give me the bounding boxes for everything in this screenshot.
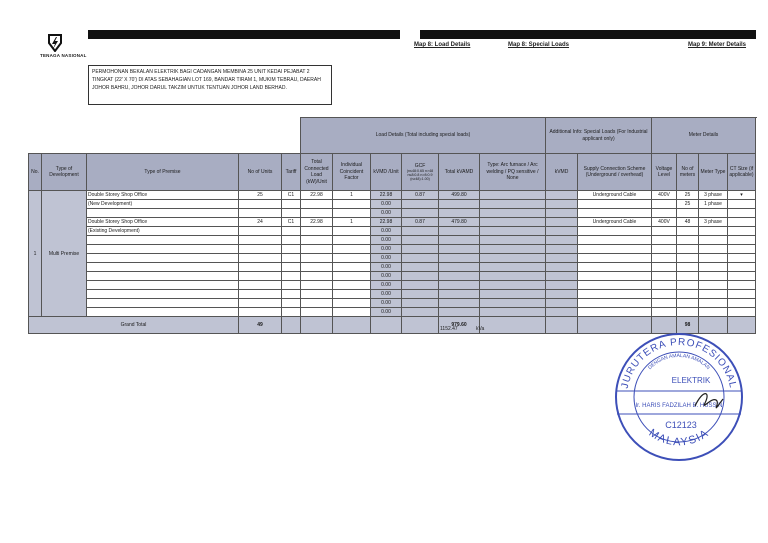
col-supply-scheme: Supply Connection Scheme (Underground / overhead) (578, 154, 652, 191)
cell-scheme[interactable] (578, 308, 652, 317)
grand-total-blank (546, 317, 578, 334)
cell-units[interactable] (239, 263, 282, 272)
cell-kvamd: 0.00 (371, 290, 402, 299)
cell-kvamd: 0.00 (371, 236, 402, 245)
cell-tariff[interactable] (282, 245, 301, 254)
cell-total (439, 263, 480, 272)
grand-total-blank (402, 317, 439, 334)
cell-premise[interactable] (87, 254, 239, 263)
cell-factor[interactable] (333, 290, 371, 299)
cell-kvamd: 22.98 (371, 191, 402, 200)
cell-tariff[interactable] (282, 200, 301, 209)
cell-units[interactable] (239, 236, 282, 245)
cell-load[interactable] (301, 236, 333, 245)
cell-meters[interactable]: 48 (677, 218, 699, 227)
cell-units[interactable]: 24 (239, 218, 282, 227)
cell-total (439, 200, 480, 209)
cell-units[interactable]: 25 (239, 191, 282, 200)
cell-gcf (402, 272, 439, 281)
cell-premise[interactable] (87, 281, 239, 290)
cell-load[interactable] (301, 263, 333, 272)
cell-special-type (480, 209, 546, 218)
cell-special-type (480, 290, 546, 299)
cell-meter-type[interactable] (699, 281, 728, 290)
cell-kvamd: 0.00 (371, 281, 402, 290)
table-row (29, 290, 756, 299)
grand-total-meters: 98 (677, 317, 699, 334)
cell-scheme[interactable]: Underground Cable (578, 218, 652, 227)
cell-scheme[interactable] (578, 209, 652, 218)
table-row (29, 227, 756, 236)
cell-gcf (402, 263, 439, 272)
grand-total-blank (371, 317, 402, 334)
cell-factor[interactable] (333, 200, 371, 209)
cell-kvamd: 0.00 (371, 308, 402, 317)
cell-scheme[interactable] (578, 254, 652, 263)
cell-tariff[interactable] (282, 299, 301, 308)
cell-voltage[interactable] (652, 281, 677, 290)
group-load-details: Load Details (Total including special loads) (301, 118, 546, 154)
cell-special-kvmd (546, 299, 578, 308)
grand-total-blank (480, 317, 546, 334)
cell-ct[interactable] (728, 245, 756, 254)
cell-voltage[interactable] (652, 245, 677, 254)
cell-ct[interactable] (728, 308, 756, 317)
cell-ct[interactable] (728, 200, 756, 209)
cell-voltage[interactable] (652, 299, 677, 308)
col-gcf-note: (n≤48:0.65 n>48 n≤8:0.8 n>8:0.9 (n≥48):1.00) (406, 169, 434, 182)
cell-premise[interactable] (87, 272, 239, 281)
project-description: PERMOHONAN BEKALAN ELEKTRIK BAGI CADANGAN MEMBINA 25 UNIT KEDAI PEJABAT 2 TINGKAT (22' X 70') DI ATAS SEBAHAGIAN LOT 169, BANDAR TIRAM 1, MUKIM TEBRAU, DAERAH JOHOR BAHRU, JOHOR DARUL TAKZIM UNTUK TENTUAN JOHOR LAND BERHAD. (88, 65, 332, 105)
col-ct-size: CT Size (if applicable) (728, 154, 756, 191)
cell-meter-type[interactable] (699, 299, 728, 308)
cell-total (439, 290, 480, 299)
cell-units[interactable] (239, 281, 282, 290)
cell-special-type (480, 299, 546, 308)
cell-units[interactable] (239, 209, 282, 218)
cell-total (439, 299, 480, 308)
cell-total (439, 209, 480, 218)
cell-factor[interactable] (333, 299, 371, 308)
cell-load[interactable] (301, 281, 333, 290)
cell-meter-type[interactable] (699, 290, 728, 299)
col-gcf (402, 154, 439, 191)
col-voltage: Voltage Level (652, 154, 677, 191)
table-row (29, 245, 756, 254)
cell-premise[interactable] (87, 299, 239, 308)
cell-voltage[interactable] (652, 200, 677, 209)
cell-scheme[interactable] (578, 263, 652, 272)
table-row (29, 263, 756, 272)
cell-special-type (480, 281, 546, 290)
cell-premise[interactable]: (New Development) (87, 200, 239, 209)
map-link-special-loads[interactable]: Map 8: Special Loads (508, 42, 570, 48)
logo-text: TENAGA NASIONAL (40, 53, 87, 58)
cell-special-type (480, 272, 546, 281)
cell-factor[interactable] (333, 272, 371, 281)
cell-special-kvmd (546, 227, 578, 236)
cell-tariff[interactable] (282, 209, 301, 218)
cell-special-type (480, 191, 546, 200)
cell-kvamd: 0.00 (371, 227, 402, 236)
cell-premise[interactable] (87, 209, 239, 218)
grand-total-blank (301, 317, 333, 334)
table-row (29, 308, 756, 317)
cell-special-kvmd (546, 254, 578, 263)
cell-units[interactable] (239, 272, 282, 281)
cell-tariff[interactable] (282, 236, 301, 245)
cell-factor[interactable] (333, 209, 371, 218)
cell-load[interactable]: 22.98 (301, 191, 333, 200)
col-meter-type: Meter Type (699, 154, 728, 191)
col-type-development: Type of Development (42, 154, 87, 191)
cell-special-kvmd (546, 263, 578, 272)
cell-units[interactable] (239, 308, 282, 317)
cell-voltage[interactable]: 400V (652, 191, 677, 200)
table-row (29, 299, 756, 308)
cell-total: 479.80 (439, 218, 480, 227)
cell-premise[interactable] (87, 245, 239, 254)
cell-special-type (480, 218, 546, 227)
cell-units[interactable] (239, 299, 282, 308)
cell-voltage[interactable]: 400V (652, 218, 677, 227)
cell-gcf (402, 308, 439, 317)
cell-meters[interactable]: 25 (677, 191, 699, 200)
cell-special-type (480, 227, 546, 236)
load-details-table (28, 117, 756, 334)
cell-voltage[interactable] (652, 272, 677, 281)
col-type-load: Type: Arc furnace / Arc welding / PQ sensitive / None (480, 154, 546, 191)
cell-ct[interactable] (728, 281, 756, 290)
cell-ct[interactable] (728, 236, 756, 245)
col-units: No of Units (239, 154, 282, 191)
col-no: No. (29, 154, 42, 191)
cell-voltage[interactable] (652, 263, 677, 272)
cell-voltage[interactable] (652, 227, 677, 236)
group-meter-details: Meter Details (652, 118, 756, 154)
map-link-load-details[interactable]: Map 8: Load Details (414, 42, 471, 48)
row-group-type: Multi Premise (42, 191, 87, 317)
cell-scheme[interactable] (578, 272, 652, 281)
cell-total (439, 254, 480, 263)
cell-meter-type[interactable]: 3 phase (699, 218, 728, 227)
cell-meter-type[interactable] (699, 227, 728, 236)
cell-meters[interactable] (677, 272, 699, 281)
cell-scheme[interactable]: Underground Cable (578, 191, 652, 200)
cell-total (439, 245, 480, 254)
table-row (29, 272, 756, 281)
cell-ct[interactable]: ▾ (728, 191, 756, 200)
cell-units[interactable] (239, 254, 282, 263)
cell-meters[interactable] (677, 281, 699, 290)
tnb-logo (38, 34, 98, 62)
cell-ct[interactable] (728, 290, 756, 299)
grand-total-blank (333, 317, 371, 334)
cell-special-type (480, 254, 546, 263)
cell-kvamd: 0.00 (371, 254, 402, 263)
cell-gcf: 0.87 (402, 218, 439, 227)
cell-voltage[interactable] (652, 254, 677, 263)
cell-units[interactable] (239, 290, 282, 299)
cell-total: 499.80 (439, 191, 480, 200)
total-kva-value: 1152.47 (440, 326, 458, 332)
cell-scheme[interactable] (578, 290, 652, 299)
cell-meter-type[interactable] (699, 245, 728, 254)
cell-gcf (402, 281, 439, 290)
cell-special-type (480, 245, 546, 254)
cell-special-type (480, 263, 546, 272)
cell-premise[interactable]: (Existing Development) (87, 227, 239, 236)
cell-gcf (402, 245, 439, 254)
cell-special-kvmd (546, 200, 578, 209)
stamp-country: MALAYSIA (646, 426, 712, 449)
cell-gcf (402, 299, 439, 308)
cell-meter-type[interactable] (699, 272, 728, 281)
cell-meters[interactable] (677, 299, 699, 308)
cell-scheme[interactable] (578, 200, 652, 209)
cell-factor[interactable] (333, 245, 371, 254)
total-kva-unit: kVa (476, 326, 485, 332)
cell-special-kvmd (546, 236, 578, 245)
cell-voltage[interactable] (652, 308, 677, 317)
col-connected-load: Total Connected Load (kW)/Unit (301, 154, 333, 191)
table-row (29, 200, 756, 209)
cell-tariff[interactable] (282, 263, 301, 272)
cell-special-kvmd (546, 272, 578, 281)
cell-gcf (402, 227, 439, 236)
cell-meters[interactable] (677, 254, 699, 263)
cell-gcf (402, 209, 439, 218)
cell-meters[interactable] (677, 227, 699, 236)
cell-load[interactable] (301, 254, 333, 263)
cell-ct[interactable] (728, 227, 756, 236)
cell-meter-type[interactable] (699, 209, 728, 218)
cell-special-kvmd (546, 281, 578, 290)
cell-load[interactable] (301, 209, 333, 218)
cell-load[interactable] (301, 227, 333, 236)
cell-units[interactable] (239, 200, 282, 209)
table-row (29, 191, 756, 200)
map-link-meter-details[interactable]: Map 9: Meter Details (688, 42, 747, 48)
table-row (29, 254, 756, 263)
cell-gcf (402, 290, 439, 299)
cell-load[interactable] (301, 308, 333, 317)
cell-scheme[interactable] (578, 227, 652, 236)
cell-total (439, 272, 480, 281)
stamp-engineer-name: Ir. HARIS FADZILAH B. HUSSIN (635, 403, 723, 409)
header-bar-notch (400, 30, 420, 39)
cell-load[interactable] (301, 245, 333, 254)
col-kvmd: kVMD (546, 154, 578, 191)
cell-voltage[interactable] (652, 236, 677, 245)
table-row (29, 218, 756, 227)
cell-meters[interactable]: 25 (677, 200, 699, 209)
stamp-top-text: JURUTERA PROFESIONAL (619, 336, 739, 390)
header-bar (88, 30, 756, 39)
cell-tariff[interactable] (282, 281, 301, 290)
cell-special-type (480, 236, 546, 245)
cell-meters[interactable] (677, 209, 699, 218)
cell-ct[interactable] (728, 209, 756, 218)
cell-tariff[interactable] (282, 227, 301, 236)
header-spacer (29, 118, 301, 154)
cell-meter-type[interactable] (699, 263, 728, 272)
cell-voltage[interactable] (652, 290, 677, 299)
cell-kvamd: 0.00 (371, 272, 402, 281)
col-kvamd-unit: kVMD /Unit (371, 154, 402, 191)
col-type-premise: Type of Premise (87, 154, 239, 191)
cell-kvamd: 0.00 (371, 263, 402, 272)
cell-scheme[interactable] (578, 281, 652, 290)
cell-meters[interactable] (677, 290, 699, 299)
grand-total-blank (282, 317, 301, 334)
cell-factor[interactable] (333, 281, 371, 290)
cell-special-kvmd (546, 218, 578, 227)
cell-factor[interactable] (333, 254, 371, 263)
cell-gcf: 0.87 (402, 191, 439, 200)
cell-premise[interactable] (87, 236, 239, 245)
cell-special-kvmd (546, 308, 578, 317)
cell-kvamd: 0.00 (371, 200, 402, 209)
cell-premise[interactable] (87, 263, 239, 272)
cell-factor[interactable] (333, 263, 371, 272)
cell-meters[interactable] (677, 263, 699, 272)
cell-ct[interactable] (728, 272, 756, 281)
cell-ct[interactable] (728, 263, 756, 272)
cell-premise[interactable]: Double Storey Shop Office (87, 191, 239, 200)
cell-gcf (402, 200, 439, 209)
cell-kvamd: 0.00 (371, 299, 402, 308)
cell-tariff[interactable] (282, 254, 301, 263)
cell-ct[interactable] (728, 299, 756, 308)
cell-tariff[interactable] (282, 290, 301, 299)
cell-gcf (402, 236, 439, 245)
cell-meter-type[interactable]: 3 phase (699, 191, 728, 200)
cell-total (439, 236, 480, 245)
cell-meters[interactable] (677, 308, 699, 317)
cell-scheme[interactable] (578, 245, 652, 254)
cell-load[interactable]: 22.98 (301, 218, 333, 227)
grand-total-label: Grand Total (29, 317, 239, 334)
engineer-stamp (613, 331, 744, 462)
cell-factor[interactable] (333, 227, 371, 236)
col-total-kvamd: Total kVAMD (439, 154, 480, 191)
grand-total-kvamd: 979.60 (439, 317, 480, 334)
tnb-logo-icon (46, 34, 64, 52)
table-row (29, 236, 756, 245)
cell-meters[interactable] (677, 245, 699, 254)
cell-scheme[interactable] (578, 236, 652, 245)
cell-meter-type[interactable] (699, 308, 728, 317)
cell-voltage[interactable] (652, 209, 677, 218)
cell-tariff[interactable]: C1 (282, 191, 301, 200)
cell-special-type (480, 308, 546, 317)
cell-total (439, 308, 480, 317)
cell-meters[interactable] (677, 236, 699, 245)
cell-special-kvmd (546, 209, 578, 218)
table-row (29, 209, 756, 218)
cell-meter-type[interactable] (699, 236, 728, 245)
cell-factor[interactable] (333, 308, 371, 317)
col-coincident-factor: Individual Coincident Factor (333, 154, 371, 191)
cell-special-kvmd (546, 245, 578, 254)
stamp-reg-no: C12123 (665, 420, 697, 430)
group-additional-info: Additional Info: Special Loads (For Industrial applicant only) (546, 118, 652, 154)
cell-meter-type[interactable]: 1 phase (699, 200, 728, 209)
cell-special-kvmd (546, 191, 578, 200)
cell-ct[interactable] (728, 218, 756, 227)
row-group-no: 1 (29, 191, 42, 317)
cell-load[interactable] (301, 299, 333, 308)
cell-tariff[interactable] (282, 308, 301, 317)
cell-meter-type[interactable] (699, 254, 728, 263)
cell-scheme[interactable] (578, 299, 652, 308)
cell-premise[interactable]: Double Storey Shop Office (87, 218, 239, 227)
cell-kvamd: 0.00 (371, 209, 402, 218)
stamp-inner-text: DENGAN AMALAN AMALAN (647, 352, 711, 371)
stamp-discipline: ELEKTRIK (671, 376, 711, 385)
cell-load[interactable] (301, 290, 333, 299)
col-gcf-title: GCF (414, 162, 426, 169)
cell-gcf (402, 254, 439, 263)
cell-factor[interactable]: 1 (333, 191, 371, 200)
cell-total (439, 227, 480, 236)
cell-factor[interactable] (333, 236, 371, 245)
cell-units[interactable] (239, 245, 282, 254)
cell-kvamd: 0.00 (371, 245, 402, 254)
cell-factor[interactable]: 1 (333, 218, 371, 227)
cell-premise[interactable] (87, 290, 239, 299)
cell-kvamd: 22.98 (371, 218, 402, 227)
grand-total-units: 49 (239, 317, 282, 334)
cell-special-type (480, 200, 546, 209)
cell-ct[interactable] (728, 254, 756, 263)
cell-tariff[interactable]: C1 (282, 218, 301, 227)
cell-units[interactable] (239, 227, 282, 236)
cell-load[interactable] (301, 200, 333, 209)
cell-special-kvmd (546, 290, 578, 299)
cell-premise[interactable] (87, 308, 239, 317)
cell-tariff[interactable] (282, 272, 301, 281)
col-tariff: Tariff (282, 154, 301, 191)
col-no-meters: No of meters (677, 154, 699, 191)
table-row (29, 281, 756, 290)
cell-load[interactable] (301, 272, 333, 281)
cell-total (439, 281, 480, 290)
